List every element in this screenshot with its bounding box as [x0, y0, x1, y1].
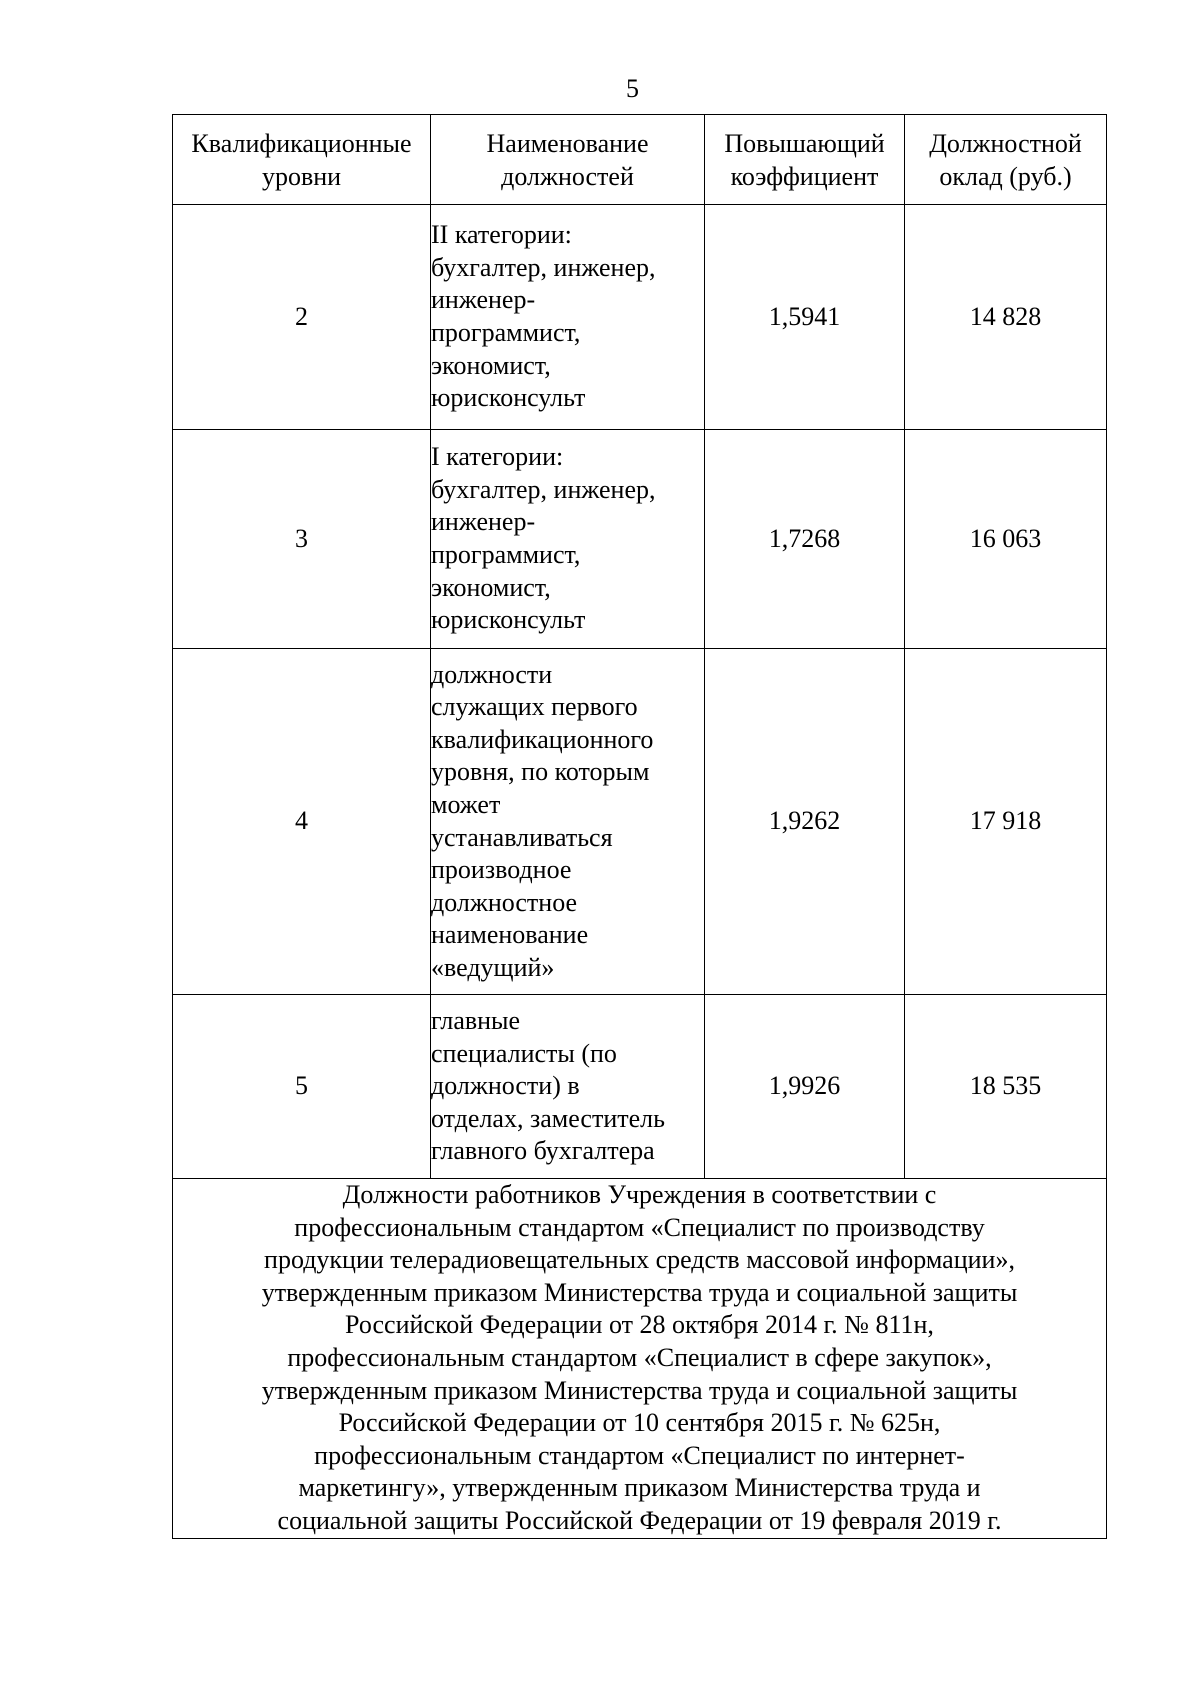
header-coefficient: Повышающий коэффициент: [705, 115, 905, 205]
header-position-names: Наименование должностей: [431, 115, 705, 205]
position-name-cell: I категории: бухгалтер, инженер, инженер- программист, экономист, юрисконсульт: [431, 430, 705, 649]
salary-cell: 18 535: [905, 995, 1107, 1179]
header-qualification-levels: Квалификационные уровни: [173, 115, 431, 205]
position-name-cell: главные специалисты (по должности) в отделах, заместитель главного бухгалтера: [431, 995, 705, 1179]
table-row: [173, 995, 1107, 1179]
level-cell: 5: [173, 995, 431, 1179]
table-row: [173, 205, 1107, 430]
position-name-cell: должности служащих первого квалификационного уровня, по которым может устанавливаться производное должностное наименование «ведущий»: [431, 649, 705, 995]
coefficient-cell: 1,5941: [705, 205, 905, 430]
level-cell: 4: [173, 649, 431, 995]
header-salary: Должностной оклад (руб.): [905, 115, 1107, 205]
footer-note-cell: Должности работников Учреждения в соответствии с профессиональным стандартом «Специалист по производству продукции телерадиовещательных средств массовой информации», утвержденным приказом Министерства труда и социальной защиты Российской Федерации от 28 октября 2014 г. № 811н, профессиональным стандартом «Специалист в сфере закупок», утвержденным приказом Министерства труда и социальной защиты Российской Федерации от 10 сентября 2015 г. № 625н, профессиональным стандартом «Специалист по интернет- маркетингу», утвержденным приказом Министерства труда и социальной защиты Российской Федерации от 19 февраля 2019 г.: [173, 1179, 1107, 1539]
salary-cell: 14 828: [905, 205, 1107, 430]
coefficient-cell: 1,9262: [705, 649, 905, 995]
salary-table: [172, 114, 1107, 1539]
coefficient-cell: 1,7268: [705, 430, 905, 649]
salary-cell: 17 918: [905, 649, 1107, 995]
page-number: 5: [626, 74, 639, 103]
position-name-cell: II категории: бухгалтер, инженер, инженер- программист, экономист, юрисконсульт: [431, 205, 705, 430]
level-cell: 3: [173, 430, 431, 649]
table-header-row: [173, 115, 1107, 205]
table-footer-row: [173, 1179, 1107, 1539]
table-row: [173, 430, 1107, 649]
salary-cell: 16 063: [905, 430, 1107, 649]
level-cell: 2: [173, 205, 431, 430]
table-row: [173, 649, 1107, 995]
coefficient-cell: 1,9926: [705, 995, 905, 1179]
